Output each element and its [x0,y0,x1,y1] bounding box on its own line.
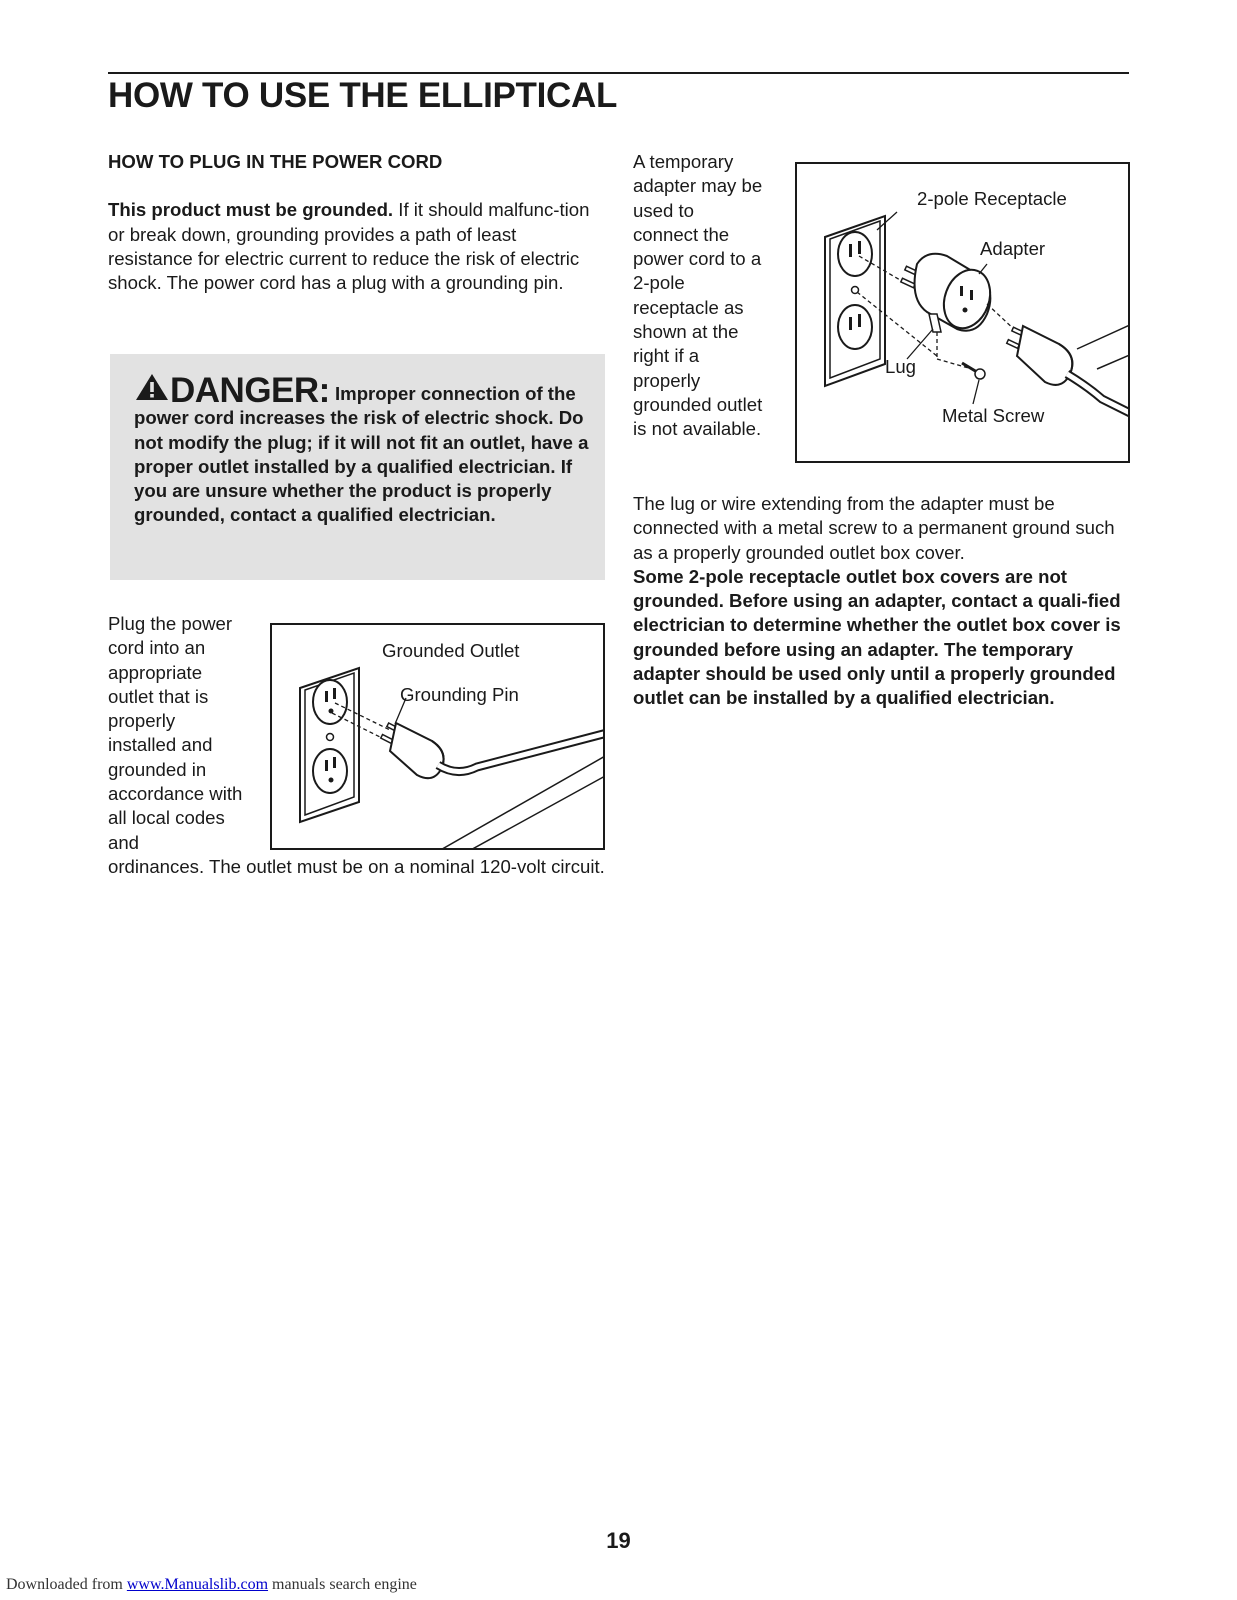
label-lug: Lug [885,356,917,377]
left-column [108,150,605,295]
danger-warning [134,372,594,528]
grounding-intro [108,198,605,295]
label-adapter: Adapter [980,238,1046,259]
adapter-instructions: A temporary adapter may be used to connect the power cord to a 2-pole receptacle as shown at the right if a properly grounded outlet is not available. [633,151,763,440]
grounding-intro-text: If it should malfunc-tion or break down, grounding provides a path of least resistance for electric current to reduce the risk of electric shock. The power cord has a plug with a grounding pin. [108,199,590,294]
warning-triangle-icon [134,372,170,402]
footer-prefix: Downloaded from [6,1576,127,1593]
grounded-outlet-figure [270,623,605,850]
label-metal-screw: Metal Screw [942,405,1045,426]
plug-text-narrow: Plug the power cord into an appropriate outlet that is properly installed and grounded in accordance with all local codes and [108,613,243,853]
lug-instructions [633,492,1133,711]
danger-text: Improper connection of the power cord increases the risk of electric shock. Do not modify the plug; if it will not fit an outlet, have a proper outlet installed by a qualified electrician. If you are unsure whether the product is properly grounded, contact a qualified electrician. [134,383,589,526]
lug-text: The lug or wire extending from the adapter must be connected with a metal screw to a permanent ground such as a properly grounded outlet box cover. [633,493,1115,563]
label-grounding-pin: Grounding Pin [400,684,519,705]
danger-label: DANGER: [170,371,330,410]
footer-link[interactable]: www.Manualslib.com [126,1576,269,1593]
label-grounded-outlet: Grounded Outlet [382,640,520,661]
label-2-pole-receptacle: 2-pole Receptacle [917,188,1067,209]
page-title: HOW TO USE THE ELLIPTICAL [108,76,618,115]
lug-warning-bold [633,565,1133,711]
footer [6,1576,417,1594]
plug-text-wide: ordinances. The outlet must be on a nominal 120-volt circuit. [108,855,605,877]
page-number: 19 [606,1528,631,1553]
title-rule [108,72,1129,74]
lug-warning-bold-text: Some 2-pole receptacle outlet box covers are not grounded. Before using an adapter, contact a quali-fied electrician to determine whether the outlet box cover is grounded before using an adapter. The temporary adapter should be used only until a properly grounded outlet can be installed by a qualified electrician. [633,565,1121,709]
adapter-figure [795,162,1130,463]
footer-suffix: manuals search engine [268,1576,417,1593]
section-subheading: HOW TO PLUG IN THE POWER CORD [108,151,443,172]
grounding-intro-bold: This product must be grounded. [108,199,394,221]
